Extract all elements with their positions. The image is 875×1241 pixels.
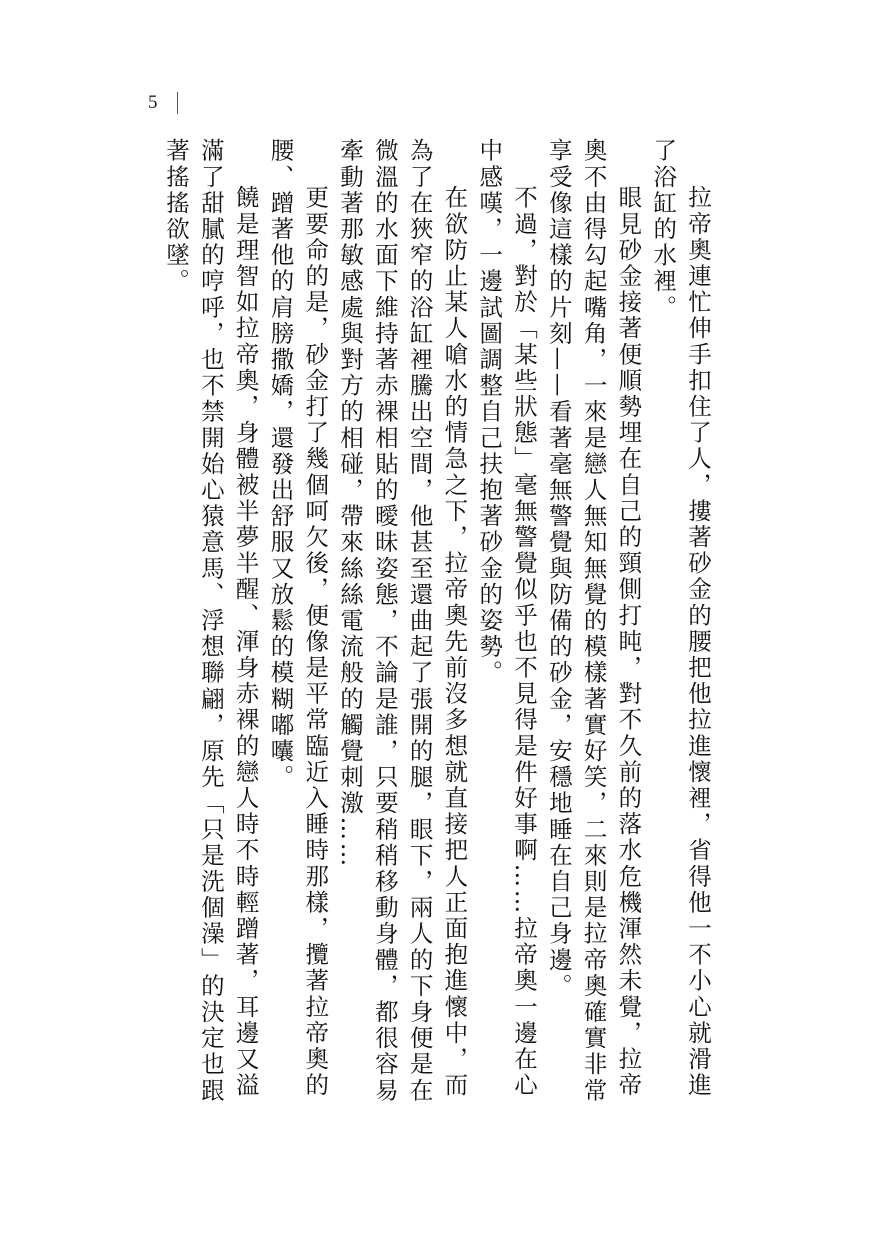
paragraph-1: 拉帝奧連忙伸手扣住了人，摟著砂金的腰把他拉進懷裡，省得他一不小心就滑進了浴缸的水裡。 (649, 138, 712, 1099)
page-number: 5 (148, 92, 159, 113)
vertical-body-text (158, 138, 715, 1113)
paragraph-6: 饒是理智如拉帝奧，身體被半夢半醒、渾身赤裸的戀人時不時輕蹭著，耳邊又溢滿了甜膩的哼呼，也不禁開始心猿意馬、浮想聯翩，原先「只是洗個澡」的決定也跟著搖搖欲墜。 (162, 138, 260, 1104)
paragraph-3: 不過，對於「某些狀態」毫無警覺似乎也不見得是件好事啊……拉帝奧一邊在心中感嘆，一邊試圖調整自己扶抱著砂金的姿勢。 (475, 138, 539, 1099)
page-header (148, 90, 178, 116)
paragraph-2: 眼見砂金接著便順勢埋在自己的頸側打盹，對不久前的落水危機渾然未覺，拉帝奧不由得勾起嘴角，一來是戀人無知無覺的模樣著實好笑，二來則是拉帝奧確實非常享受像這樣的片刻——看著毫無警覺與防備的砂金，安穩地睡在自己身邊。 (544, 138, 643, 1104)
paragraph-5: 更要命的是，砂金打了幾個呵欠後，便像是平常臨近入睡時那樣，攬著拉帝奧的腰、蹭著他的肩膀撒嬌，還發出舒服又放鬆的模糊嘟囔。 (266, 138, 330, 1099)
header-divider (177, 92, 178, 114)
paragraph-4: 在欲防止某人嗆水的情急之下，拉帝奧先前沒多想就直接把人正面抱進懷中，而為了在狹窄的浴缸裡騰出空間，他甚至還曲起了張開的腿，眼下，兩人的下身便是在微溫的水面下維持著赤裸相貼的曖昧姿態，不論是誰，只要稍稍移動身體，都很容易牽動著那敏感處與對方的相碰，帶來絲絲電流般的觸覺刺激…… (336, 138, 469, 1104)
